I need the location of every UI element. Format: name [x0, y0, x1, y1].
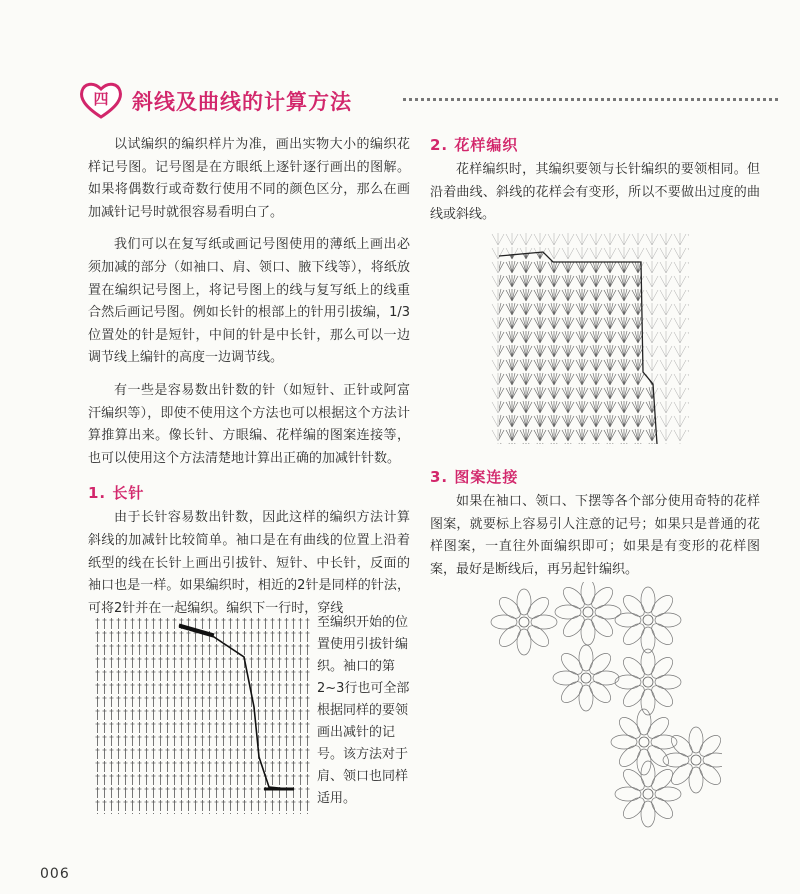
section-badge: 四 — [93, 90, 109, 108]
section-2-heading: 2. 花样编织 — [430, 136, 519, 154]
long-stitch-chart — [94, 617, 312, 814]
left-column — [88, 134, 410, 620]
section-3-text: 如果在袖口、领口、下摆等各个部分使用奇特的花样图案，就要标上容易引人注意的记号；如果只是普通的花样图案，一直往外面编织即可；如果是有变形的花样图案，最好是断线后，再另起针编织。 — [430, 494, 760, 577]
section-1-text: 由于长针容易数出针数，因此这样的编织方法计算斜线的加减针比较简单。袖口是在有曲线的位置上沿着纸型的线在长针上画出引拔针、短针、中长针，反面的袖口也是一样。如果编织时，相近的2针是同样的针法，可将2针并在一起编织。编织下一行时，穿线 — [88, 510, 410, 616]
page-number: 006 — [40, 866, 70, 882]
intro-paragraph-2: 我们可以在复写纸或画记号图使用的薄纸上画出必须加减的部分（如袖口、肩、领口、腋下线等），将纸放置在编织记号图上，将记号图上的线与复写纸上的线重合然后画记号图。例如长针的根部上的针用引拔编，1/3位置处的针是短针，中间的针是中长针，那么可以一边调节线上编针的高度一边调节线。 — [88, 237, 410, 366]
motif-joining-chart — [488, 582, 722, 830]
section-3-block — [430, 466, 760, 581]
page-title: 斜线及曲线的计算方法 — [132, 90, 352, 114]
section-3-heading: 3. 图案连接 — [430, 468, 519, 486]
lace-pattern-chart — [491, 232, 689, 444]
title-dotted-line — [403, 98, 778, 101]
right-column — [430, 134, 760, 227]
title-bar — [78, 80, 778, 120]
intro-paragraph-1: 以试编织的编织样片为准，画出实物大小的编织花样记号图。记号图是在方眼纸上逐针逐行画出的图解。如果将偶数行或奇数行使用不同的颜色区分，那么在画加减针记号时就很容易看明白了。 — [88, 137, 410, 220]
section-1-side-text: 至编织开始的位置使用引拔针编织。袖口的第2~3行也可全部根据同样的要领画出减针的记号。该方法对于肩、领口也同样适用。 — [317, 615, 410, 806]
section-2-text: 花样编织时，其编织要领与长针编织的要领相同。但沿着曲线、斜线的花样会有变形，所以不要做出过度的曲线或斜线。 — [430, 162, 760, 223]
intro-paragraph-3: 有一些是容易数出针数的针（如短针、正针或阿富汗编织等），即使不使用这个方法也可以根据这个方法计算推算出来。像长针、方眼编、花样编的图案连接等，也可以使用这个方法清楚地计算出正确的加减针针数。 — [88, 382, 410, 466]
section-1-heading: 1. 长针 — [88, 484, 145, 503]
section-1-side-text-block — [317, 612, 417, 810]
